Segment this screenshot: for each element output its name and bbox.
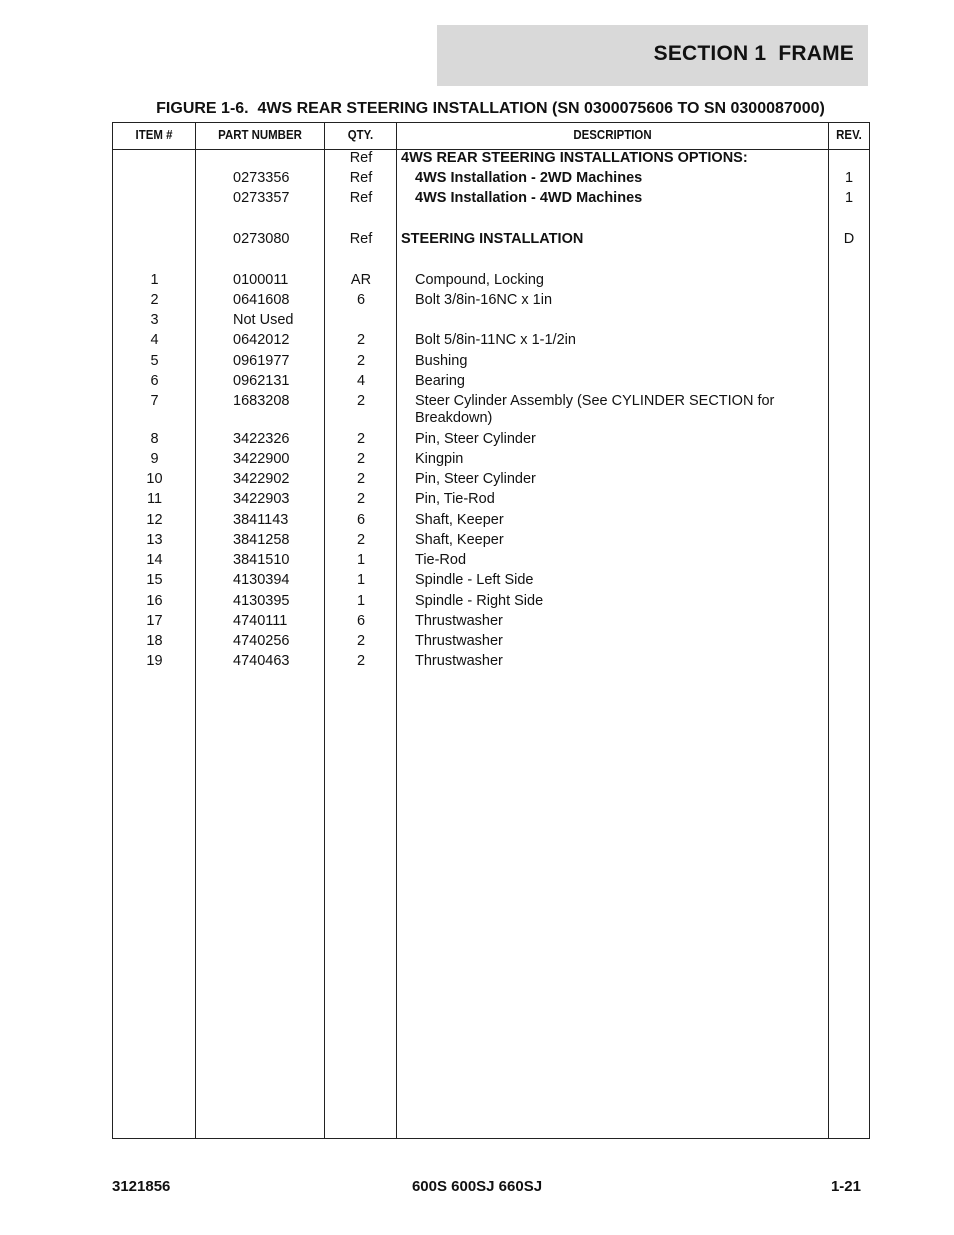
- part-number-cell: 0962131: [233, 373, 290, 389]
- part-number-cell: 3841510: [233, 552, 290, 568]
- part-number-cell: 4740111: [233, 613, 288, 629]
- description-cell: Shaft, Keeper: [415, 512, 504, 528]
- description-cell: Bushing: [415, 353, 468, 369]
- item-cell: 1: [150, 272, 159, 288]
- description-cell: Thrustwasher: [415, 613, 503, 629]
- item-cell: 9: [150, 451, 159, 467]
- qty-cell: 1: [356, 552, 366, 568]
- part-number-cell: 0641608: [233, 292, 290, 308]
- part-number-cell: 0273357: [233, 190, 290, 206]
- item-cell: 5: [150, 353, 159, 369]
- qty-cell: 1: [356, 572, 366, 588]
- item-cell: 17: [146, 613, 163, 629]
- item-cell: 13: [146, 532, 163, 548]
- qty-cell: Ref: [349, 231, 373, 247]
- part-number-cell: 3422903: [233, 491, 290, 507]
- qty-cell: Ref: [349, 150, 373, 166]
- description-cell: Bearing: [415, 373, 465, 389]
- part-number-cell: 4130394: [233, 572, 290, 588]
- qty-cell: 2: [356, 653, 366, 669]
- section-header-band: [437, 25, 868, 86]
- item-cell: 19: [146, 653, 163, 669]
- qty-cell: 2: [356, 633, 366, 649]
- description-cell: 4WS Installation - 2WD Machines: [415, 170, 643, 186]
- description-cell: Steer Cylinder Assembly (See CYLINDER SECTION for Breakdown): [415, 393, 775, 426]
- qty-cell: 2: [356, 451, 366, 467]
- qty-cell: 6: [356, 613, 366, 629]
- part-number-cell: Not Used: [233, 312, 294, 328]
- part-number-cell: 3422900: [233, 451, 290, 467]
- part-number-cell: 0100011: [233, 272, 289, 288]
- qty-cell: 2: [356, 332, 366, 348]
- part-number-cell: 4740463: [233, 653, 290, 669]
- item-cell: 18: [146, 633, 163, 649]
- item-cell: 14: [146, 552, 163, 568]
- figure-title: FIGURE 1-6. 4WS REAR STEERING INSTALLATION (SN 0300075606 TO SN 0300087000): [156, 100, 825, 117]
- part-number-cell: 3841143: [233, 512, 289, 528]
- part-number-cell: 3841258: [233, 532, 290, 548]
- rev-cell: 1: [844, 170, 854, 186]
- header-description: DESCRIPTION: [573, 127, 652, 142]
- part-number-cell: 4130395: [233, 593, 290, 609]
- rev-cell: D: [843, 231, 855, 247]
- part-number-cell: 3422326: [233, 431, 290, 447]
- part-number-cell: 4740256: [233, 633, 290, 649]
- description-cell: Kingpin: [415, 451, 464, 467]
- description-cell: Pin, Steer Cylinder: [415, 431, 536, 447]
- column-divider: [828, 123, 829, 1138]
- description-cell: Pin, Tie-Rod: [415, 491, 495, 507]
- description-cell: 4WS Installation - 4WD Machines: [415, 190, 643, 206]
- description-cell: STEERING INSTALLATION: [401, 231, 584, 247]
- qty-cell: Ref: [349, 190, 373, 206]
- header-part-number: PART NUMBER: [218, 127, 302, 142]
- footer-models: 600S 600SJ 660SJ: [411, 1178, 543, 1195]
- qty-cell: 6: [356, 512, 366, 528]
- item-cell: 16: [146, 593, 163, 609]
- item-cell: 3: [150, 312, 159, 328]
- description-cell: Bolt 3/8in-16NC x 1in: [415, 292, 553, 308]
- description-cell: Shaft, Keeper: [415, 532, 504, 548]
- qty-cell: 6: [356, 292, 366, 308]
- description-cell: Spindle - Left Side: [415, 572, 534, 588]
- section-title: SECTION 1 FRAME: [653, 42, 854, 65]
- part-number-cell: 0642012: [233, 332, 290, 348]
- description-cell: Spindle - Right Side: [415, 593, 544, 609]
- part-number-cell: 1683208: [233, 393, 290, 409]
- part-number-cell: 0961977: [233, 353, 290, 369]
- qty-cell: 2: [356, 532, 366, 548]
- item-cell: 12: [146, 512, 163, 528]
- header-qty: QTY.: [347, 127, 374, 142]
- item-cell: 8: [150, 431, 159, 447]
- description-cell: Bolt 5/8in-11NC x 1-1/2in: [415, 332, 576, 348]
- description-cell: Tie-Rod: [415, 552, 467, 568]
- parts-table: [112, 122, 870, 1139]
- header-item: ITEM #: [135, 127, 173, 142]
- item-cell: 11: [146, 491, 163, 507]
- qty-cell: AR: [350, 272, 372, 288]
- footer-page-number: 1-21: [830, 1178, 861, 1195]
- item-cell: 4: [150, 332, 159, 348]
- item-cell: 15: [146, 572, 163, 588]
- item-cell: 7: [150, 393, 159, 409]
- rev-cell: 1: [844, 190, 854, 206]
- description-cell: Thrustwasher: [415, 653, 503, 669]
- part-number-cell: 0273080: [233, 231, 290, 247]
- item-cell: 10: [146, 471, 163, 487]
- description-cell: Compound, Locking: [415, 272, 544, 288]
- qty-cell: 2: [356, 393, 366, 409]
- part-number-cell: 0273356: [233, 170, 290, 186]
- item-cell: 2: [150, 292, 159, 308]
- description-cell: Pin, Steer Cylinder: [415, 471, 536, 487]
- qty-cell: 2: [356, 471, 366, 487]
- qty-cell: Ref: [349, 170, 373, 186]
- description-cell: 4WS REAR STEERING INSTALLATIONS OPTIONS:: [401, 150, 748, 166]
- description-cell: Thrustwasher: [415, 633, 503, 649]
- part-number-cell: 3422902: [233, 471, 290, 487]
- qty-cell: 2: [356, 431, 366, 447]
- qty-cell: 4: [356, 373, 366, 389]
- qty-cell: 1: [356, 593, 366, 609]
- header-rev: REV.: [836, 127, 862, 142]
- qty-cell: 2: [356, 491, 366, 507]
- qty-cell: 2: [356, 353, 366, 369]
- item-cell: 6: [150, 373, 159, 389]
- footer-doc-number: 3121856: [112, 1178, 171, 1195]
